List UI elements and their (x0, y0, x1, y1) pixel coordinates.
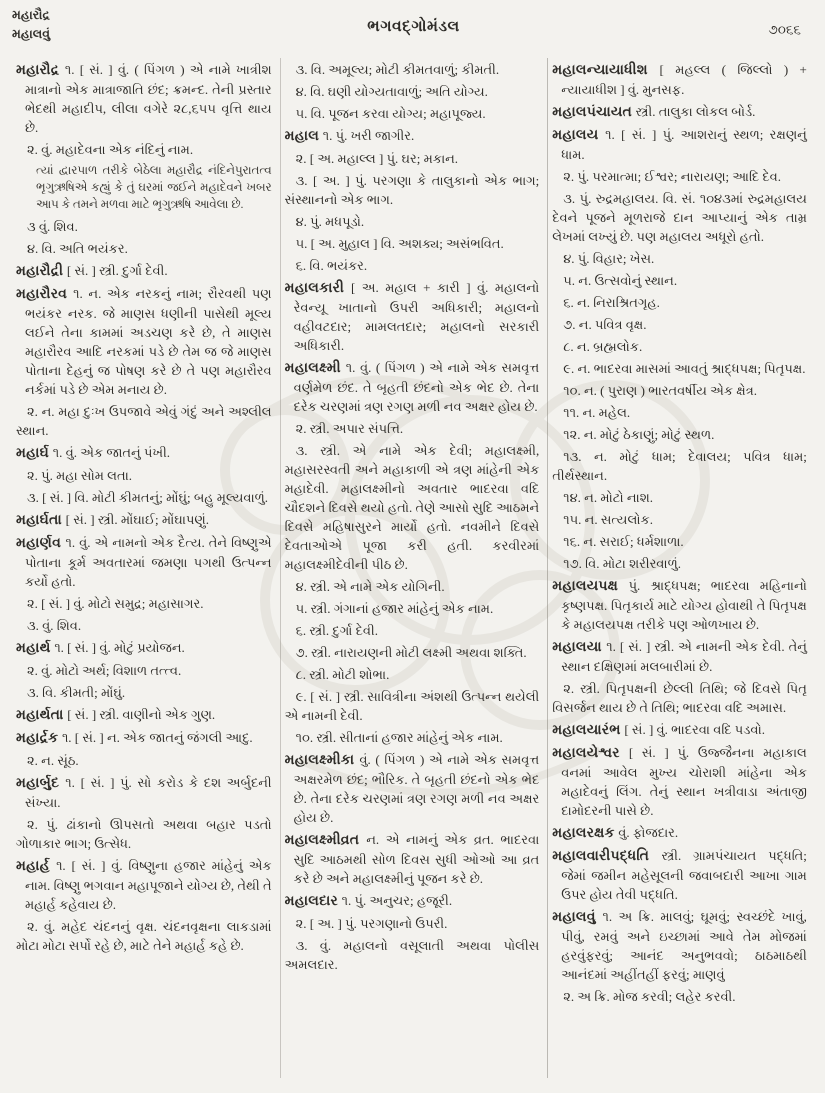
entry-paragraph (285, 126, 540, 146)
running-head (12, 6, 212, 44)
paragraph-text: ૩. સ્ત્રી. એ નામે એક દેવી; મહાલક્ષ્મી, મહાસરસ્વતી અને મહાકાળી એ ત્રણ માંહેની એક મહાદેવી. મહાલક્ષ્મીનો અવતાર ભાદરવા વદિ ચૌદશને દિવસે થયો હતો. તેણે આસો સુદિ આઠમને દિવસે મહિષાસુરને માર્યો હતો. નવમીને દિવસે દેવતાઓએ પૂજા કરી હતી. કરવીરમાં મહાલક્ષ્મીદેવીની પીઠ છે. (284, 443, 540, 572)
sense-paragraph (16, 683, 272, 702)
sense-paragraph (552, 425, 807, 444)
sense-paragraph (285, 665, 540, 684)
paragraph-text: ૨. પું. પરમાત્મા; ઈશ્વર; નારાયણ; આદિ દેવ. (563, 169, 782, 184)
entry-paragraph (16, 284, 272, 399)
paragraph-text: ૯. [ સં. ] સ્ત્રી. સાવિત્રીના અંશથી ઉત્પન્ન થયેલી એ નામની દેવી. (284, 689, 540, 723)
sense-paragraph (552, 510, 807, 529)
sense-paragraph (16, 616, 272, 635)
sense-paragraph (285, 104, 540, 123)
headword: મહાલયપક્ષ (552, 579, 629, 594)
paragraph-text: ૩ વું. શિવ. (27, 219, 78, 234)
paragraph-text: ૨. અ ક્રિ. મોજ કરવી; લહેર કરવી. (563, 989, 736, 1004)
paragraph-text: પું. શ્રાદ્ધપક્ષ; ભાદરવા મહિનાનો કૃષ્ણપક્ષ. પિતૃકાર્ય માટે યોગ્ય હોવાથી તે પિતૃપક્ષ કે મહાલયપક્ષ તરીકે પણ ઓળખાય છે. (561, 578, 807, 632)
paragraph-text: ૭. સ્ત્રી. નારાયણની મોટી લક્ષ્મી અથવા શક્તિ. (295, 645, 527, 660)
paragraph-text: ૧. વું. એક જાતનું પંખી. (52, 445, 171, 460)
paragraph-text: વું. ફોજદાર. (618, 825, 679, 840)
sense-paragraph (16, 140, 272, 159)
paragraph-text: સ્ત્રી. ગ્રામપંચાયત પદ્ધતિ; જેમાં જમીન મહેસૂલની જવાબદારી આખા ગામ ઉપર હોય તેવી પદ્ધતિ. (561, 848, 807, 902)
paragraph-text: ૪. વિ. ઘણી યોગ્યતાવાળું; અતિ યોગ્ય. (295, 84, 488, 99)
paragraph-text: ૮. સ્ત્રી. મોટી શોભા. (295, 667, 390, 682)
paragraph-text: ૨. વું. મહાદેવના એક નંદિનું નામ. (27, 142, 194, 157)
entry-paragraph (285, 358, 540, 416)
headword: મહાર્દ્રક (16, 731, 62, 746)
paragraph-text: [ સં. ] વું. ભાદરવા વદિ પડવો. (624, 722, 765, 737)
headword: મહારૌદ્રી (16, 264, 67, 279)
paragraph-text: [ સં. ] પું. ઉજ્જૈનના મહાકાલ વનમાં આવેલ મુખ્ય ચોરાશી માંહેના એક મહાદેવનું લિંગ. તેનું સ્થાન ખત્રીવાડા અંતાજી દામોદરની પાસે છે. (561, 745, 807, 818)
sense-paragraph (285, 936, 540, 974)
paragraph-text: ૧૪. ન. મોટો નાશ. (563, 490, 654, 505)
paragraph-text: ૨. સ્ત્રી. પિતૃપક્ષની છેલ્લી તિથિ; જે દિવસે પિતૃ વિસર્જન થાય છે તે તિથિ; ભાદરવા વદિ અમાસ. (552, 681, 807, 715)
sense-paragraph (285, 643, 540, 662)
headword: મહાલવારીપદ્ધતિ (552, 849, 662, 864)
entry-paragraph (552, 125, 807, 164)
sense-paragraph (285, 149, 540, 168)
headword: મહાર્હ (16, 859, 57, 874)
paragraph-text: ૧૧. ન. મહેલ. (563, 405, 631, 420)
sense-paragraph (285, 82, 540, 101)
paragraph-text: [ મહલ્લ ( જિલ્લો ) + ન્યાયાધીશ ] વું. મુનસફ. (561, 62, 807, 97)
paragraph-text: ૨. [ સં. ] વું. મોટો સમુદ્ર; મહાસાગર. (27, 596, 204, 611)
sense-paragraph (285, 256, 540, 275)
paragraph-text: ૧. પું. અનુચર; હજૂરી. (341, 893, 453, 908)
sense-paragraph (16, 466, 272, 485)
paragraph-text: ૫. વિ. પૂજન કરવા યોગ્ય; મહાપૂજ્ય. (295, 106, 486, 121)
paragraph-text: ૧. [ સં. ] ન. એક જાતનું જંગલી આદુ. (61, 730, 253, 745)
headword: મહાલદાર (284, 894, 342, 909)
sense-paragraph (552, 987, 807, 1006)
headword: મહાલકારી (284, 281, 351, 296)
sense-paragraph (16, 751, 272, 770)
paragraph-text: ૨. ન. સૂંઠ. (27, 753, 79, 768)
page-number: ૭૦૬૬ (768, 22, 801, 37)
entry-paragraph (16, 443, 272, 463)
paragraph-text: ૩. વિ. અમૂલ્ય; મોટી કીમતવાળું; કીમતી. (295, 62, 500, 77)
paragraph-text: ૧. [ સં. ] વું. મોટું પ્રયોજન. (54, 640, 185, 655)
sense-paragraph (16, 661, 272, 680)
running-head-last-word: મહાલવું (12, 26, 51, 41)
entry-paragraph (552, 576, 807, 634)
sense-paragraph (552, 271, 807, 290)
entry-paragraph (16, 773, 272, 812)
sense-paragraph (552, 293, 807, 312)
citation-source: પુરાતત્વ (234, 163, 272, 177)
entry-paragraph (16, 856, 272, 914)
paragraph-text: ૩. વું. શિવ. (27, 618, 82, 633)
sense-paragraph (552, 381, 807, 400)
headword: મહારૌરવ (16, 287, 74, 302)
paragraph-text: ૧. [ સં. ] વું. ( પિંગળ ) એ નામે ખાત્રીશ માત્રાનો એક માત્રાજાતિ છંદ; ક્રમન્દ. તેની પ્રસ્તાર ભેદથી મહાદીપ, લીલા વગેરે ૨૮,૬૫૫ વૃત્તિ થાય છે. (25, 62, 272, 135)
entry-paragraph (552, 102, 807, 122)
headword: મહાલરક્ષક (552, 826, 619, 841)
paragraph-text: ૧. પું. ખરી જાગીર. (322, 128, 415, 143)
headword: મહાલયેશ્વર (552, 746, 629, 761)
sense-paragraph (552, 532, 807, 551)
headword: મહાલયા (552, 640, 607, 655)
paragraph-text: ૧૭. વિ. મોટા શરીરવાળું. (563, 556, 681, 571)
sense-paragraph (552, 167, 807, 186)
paragraph-text: ૧. વું. એ નામનો એક દૈત્ય. તેને વિષ્ણુએ પોતાના કૂર્મ અવતારમાં જમણા પગથી ઉત્પન્ન કર્યો હતો. (25, 535, 272, 589)
paragraph-text: ૧. [ સં. ] પું. આશરાનું સ્થળ; રક્ષણનું ધામ. (561, 127, 807, 162)
paragraph-text: વું. ( પિંગળ ) એ નામે એક સમવૃત્ત અક્ષરમેળ છંદ; ભૌરિક. તે બૃહતી છંદનો એક ભેદ છે. તેના દરેક ચરણમાં ત્રણ રગણ મળી નવ અક્ષર હોય છે. (293, 752, 540, 825)
paragraph-text: ૩. વું. મહાલનો વસૂલાતી અથવા પોલીસ અમલદાર. (284, 938, 540, 972)
sense-paragraph (552, 359, 807, 378)
entry-paragraph (16, 705, 272, 725)
paragraph-text: ૧. અ ક્રિ. માલવું; ઘૂમવું; સ્વચ્છંદે ખાવું, પીવું, રમવું અને ઇચ્છામાં આવે તેમ મોજમાં હરવુંફરવું; આનંદ અનુભવવો; ઠાઠમાઠથી આનંદમાં અહીંતહીં ફરવું; માણવું (561, 909, 807, 982)
sense-paragraph (552, 403, 807, 422)
paragraph-text: ૪. પું. મધપૂડો. (295, 214, 365, 229)
paragraph-text: ૧૩. ન. મોટું ધામ; દેવાલય; પવિત્ર ધામ; તીર્થસ્થાન. (552, 449, 807, 483)
paragraph-text: ૪. સ્ત્રી. એ નામે એક યોગિની. (295, 579, 445, 594)
sense-paragraph (552, 679, 807, 717)
dictionary-column-3 (547, 58, 815, 1078)
sense-paragraph (285, 914, 540, 933)
sense-paragraph (16, 239, 272, 258)
headword: મહાલયારંભ (552, 723, 625, 738)
paragraph-text: ૩. [ સં. ] વિ. મોટી કીમતનું; મોંઘું; બહુ મૂલ્યવાળું. (27, 490, 269, 505)
sense-paragraph (285, 171, 540, 209)
paragraph-text: ૨. [ અ. મહાલ્લ ] પું. ઘર; મકાન. (295, 151, 459, 166)
headword: મહાલપંચાયત (552, 105, 636, 120)
headword: મહાલક્ષ્મીકા (284, 753, 360, 768)
sense-paragraph (552, 554, 807, 573)
sense-paragraph (552, 337, 807, 356)
sense-paragraph (16, 217, 272, 236)
headword: મહાલવું (552, 910, 603, 925)
sense-paragraph (16, 402, 272, 440)
sense-paragraph (285, 621, 540, 640)
paragraph-text: ૧. [ સં. ] વું. વિષ્ણુના હજાર માંહેનું એક નામ. વિષ્ણુ ભગવાન મહાપૂજાને યોગ્ય છે, તેથી તે મહાર્હ કહેવાય છે. (25, 858, 272, 912)
entry-paragraph (285, 750, 540, 827)
sense-paragraph (552, 249, 807, 268)
entry-paragraph (285, 278, 540, 355)
paragraph-text: [ સં. ] સ્ત્રી. મોંઘાઈ; મોંઘાપણું. (65, 512, 209, 527)
paragraph-text: ૨. [ અ. ] પું. પરગણાનો ઉપરી. (295, 916, 448, 931)
headword: મહારૌદ્ર (16, 63, 65, 78)
running-head-first-word: મહારૌદ્ર (12, 8, 50, 22)
entry-paragraph (16, 533, 272, 591)
sense-paragraph (552, 447, 807, 485)
paragraph-text: ૩. પું. રુદ્રમહાલય. વિ. સં. ૧૦૪૩માં રુદ્રમહાલય દેવને પૂજને મૂળરાજે દાન આપ્યાનું એક તામ્ર લેખમાં લખ્યું છે. પણ મહાલય અધૂરો હતો. (552, 191, 807, 244)
paragraph-text: ૧૦. ન. ( પુરાણ ) ભારતવર્ષીય એક ક્ષેત્ર. (563, 383, 757, 398)
paragraph-text: ૫. સ્ત્રી. ગંગાનાં હજાર માંહેનું એક નામ. (295, 601, 494, 616)
entry-paragraph (552, 637, 807, 676)
headword: મહાર્થતા (16, 708, 68, 723)
paragraph-text: ૨. ન. મહા દુઃખ ઉપજાવે એવું ગંદું અને અશ્લીલ સ્થાન. (16, 404, 272, 438)
headword: મહાલય (552, 128, 606, 143)
sense-paragraph (285, 728, 540, 747)
paragraph-text: ૨. પું. ઢાંકાનો ઊપસતો અથવા બહાર પડતો ગોળાકાર ભાગ; ઉત્સેધ. (16, 817, 272, 851)
paragraph-text: ૨. વું. મોટો અર્થ; વિશાળ તત્ત્વ. (27, 663, 182, 678)
paragraph-text: ૧. ન. એક નરકનું નામ; રૌરવથી પણ ભયંકર નરક. જે માણસ ધણીની પાસેથી મૂલ્ય લઈને તેના કામમાં અડચણ કરે છે, તે માણસ મહારૌરવ આદિ નરકમાં પડે છે તેમ જ જે માણસ પોતાના દેહનું જ પોષણ કરે છે તે પણ મહારૌરવ નર્કમાં પડે છે એમ મનાય છે. (25, 286, 272, 397)
paragraph-text: ૧૦. સ્ત્રી. સીતાનાં હજાર માંહેનું એક નામ. (295, 730, 503, 745)
headword: મહાલક્ષ્મીવ્રત (284, 833, 367, 848)
paragraph-text: ૧. [ સં. ] સ્ત્રી. એ નામની એક દેવી. તેનું સ્થાન દક્ષિણમાં મલબારીમાં છે. (561, 639, 807, 674)
paragraph-text: ૨. સ્ત્રી. અપાર સંપત્તિ. (295, 421, 404, 436)
entry-paragraph (285, 830, 540, 888)
paragraph-text: ૩. વિ. કીમતી; મોંઘું. (27, 685, 126, 700)
headword: મહાર્બુદ (16, 776, 66, 791)
entry-paragraph (552, 823, 807, 843)
paragraph-text: ૯. ન. ભાદરવા માસમાં આવતું શ્રાદ્ધપક્ષ; પિતૃપક્ષ. (563, 361, 806, 376)
headword: મહાર્થ (16, 641, 55, 656)
paragraph-text: ૬. વિ. ભયંકર. (295, 258, 368, 273)
sense-paragraph (285, 441, 540, 574)
paragraph-text: ન. એ નામનું એક વ્રત. ભાદરવા સુદિ આઠમથી સોળ દિવસ સુધી ઓઓ આ વ્રત કરે છે અને મહાલક્ષ્મીનું પૂજન કરે છે. (293, 832, 540, 886)
sense-paragraph (16, 815, 272, 853)
sense-paragraph (285, 419, 540, 438)
sense-paragraph (285, 60, 540, 79)
paragraph-text: [ અ. મહાલ + કારી ] વું. મહાલનો રેવન્યૂ ખાતાનો ઉપરી અધિકારી; મહાલનો વહીવટદાર; મામલતદાર; મહાલનો સરકારી અધિકારી. (293, 280, 540, 353)
paragraph-text: ૧. [ સં. ] પું. સો કરોડ કે દશ અર્બુદની સંખ્યા. (25, 775, 272, 810)
sense-paragraph (285, 687, 540, 725)
sense-paragraph (552, 189, 807, 246)
paragraph-text: ૪. પું. વિહાર; ખેસ. (563, 251, 655, 266)
headword: મહાલક્ષ્મી (284, 361, 346, 376)
paragraph-text: ૩. [ અ. ] પું. પરગણા કે તાલુકાનો એક ભાગ; સંસ્થાનનો એક ભાગ. (284, 173, 540, 207)
sense-paragraph (16, 488, 272, 507)
sense-paragraph (285, 212, 540, 231)
headword: મહાર્ઘ (16, 446, 53, 461)
entry-paragraph (552, 720, 807, 740)
headword: મહાર્ઘતા (16, 513, 66, 528)
paragraph-text: ૧૫. ન. સત્યલોક. (563, 512, 653, 527)
sense-paragraph (552, 488, 807, 507)
headword: મહાલ (284, 129, 323, 144)
paragraph-text: ૬. ન. નિરાશ્રિતગૃહ. (563, 295, 660, 310)
paragraph-text: ૭. ન. પવિત્ર વૃક્ષ. (563, 317, 647, 332)
book-title: ભગવદ્ગોમંડલ (367, 18, 460, 35)
paragraph-text: ત્યાં દ્વારપાળ તરીકે બેઠેલા મહારૌદ્ર નંદિને ભૃગુઋષિએ કહ્યું કે તું ઘરમાં જઈને મહાદેવને ખબર આપ કે તમને મળવા માટે ભૃગુઋષિ આવેલા છે. (36, 163, 272, 211)
sense-paragraph (16, 594, 272, 613)
paragraph-text: ૧૨. ન. મોટું ઠેકાણું; મોટું સ્થળ. (563, 427, 715, 442)
entry-paragraph (16, 510, 272, 530)
paragraph-text: [ સં. ] સ્ત્રી. વાણીનો એક ગુણ. (67, 707, 216, 722)
paragraph-text: ૧. વું. ( પિંગળ ) એ નામે એક સમવૃત્ત વર્ણમેળ છંદ. તે બૃહતી છંદનો એક ભેદ છે. તેના દરેક ચરણમાં ત્રણ રગણ મળી નવ અક્ષર હોય છે. (293, 360, 540, 414)
paragraph-text: ૧૬. ન. સરાઈ; ધર્મશાળા. (563, 534, 684, 549)
entry-paragraph (16, 728, 272, 748)
entry-paragraph (552, 907, 807, 984)
paragraph-text: ૮. ન. બ્રહ્મલોક. (563, 339, 643, 354)
paragraph-text: ૬. સ્ત્રી. દુર્ગા દેવી. (295, 623, 378, 638)
paragraph-text: ૫. ન. ઉત્સવોનું સ્થાન. (563, 273, 678, 288)
paragraph-text: ૪. વિ. અતિ ભયંકર. (27, 241, 128, 256)
paragraph-text: ૨. પું. મહા સોમ લતા. (27, 468, 133, 483)
entry-paragraph (16, 60, 272, 137)
paragraph-text: ૫. [ અ. મુહાલ ] વિ. અશક્ય; અસંભવિત. (295, 236, 504, 251)
headword: મહાલન્યાયાધીશ (552, 63, 660, 78)
sense-paragraph (285, 234, 540, 253)
dictionary-columns (12, 58, 815, 1078)
sense-paragraph (16, 917, 272, 955)
sense-paragraph (285, 599, 540, 618)
entry-paragraph (16, 638, 272, 658)
paragraph-text: [ સં. ] સ્ત્રી. દુર્ગા દેવી. (66, 263, 168, 278)
dictionary-column-1 (12, 58, 280, 1078)
entry-paragraph (552, 743, 807, 820)
paragraph-text: સ્ત્રી. તાલુકા લોકલ બોર્ડ. (635, 104, 756, 119)
entry-paragraph (552, 846, 807, 904)
sense-paragraph (285, 577, 540, 596)
sense-paragraph (552, 315, 807, 334)
paragraph-text: ૨. વું. મહેદ ચંદનનું વૃક્ષ. ચંદનવૃક્ષના લાકડામાં મોટા મોટા સર્પો રહે છે, માટે તેને મહાર્હ કહે છે. (16, 919, 272, 953)
headword: મહાર્ણવ (16, 536, 66, 551)
entry-paragraph (285, 891, 540, 911)
page-header (12, 6, 815, 58)
citation-note (16, 162, 272, 213)
entry-paragraph (16, 261, 272, 281)
dictionary-column-2 (280, 58, 548, 1078)
entry-paragraph (552, 60, 807, 99)
